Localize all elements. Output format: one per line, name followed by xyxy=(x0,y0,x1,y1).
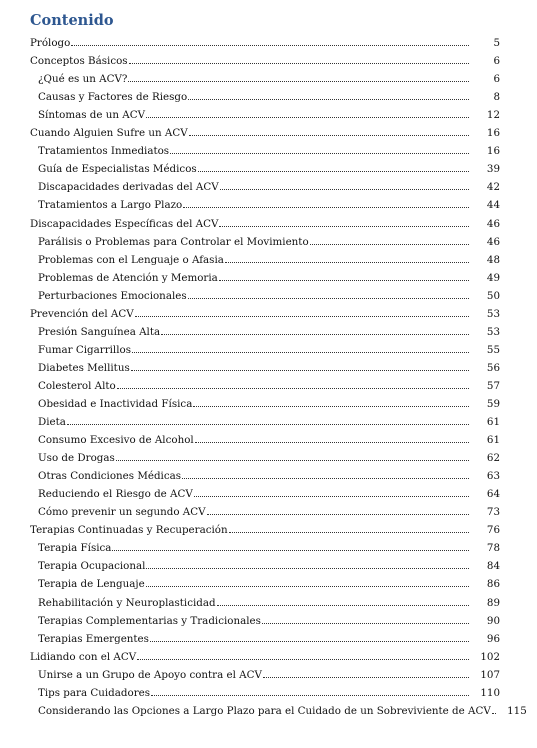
dot-leader xyxy=(220,189,469,190)
toc-entry-title: Discapacidades Específicas del ACV xyxy=(30,217,219,230)
toc-section-entry[interactable] xyxy=(0,520,537,538)
toc-page-number: 42 xyxy=(486,181,500,194)
dot-leader xyxy=(229,532,469,533)
dot-leader xyxy=(188,99,469,100)
toc-page-number: 57 xyxy=(486,379,500,392)
toc-section-entry[interactable] xyxy=(0,647,537,665)
toc-subsection-entry[interactable] xyxy=(0,376,537,394)
toc-page-number: 16 xyxy=(486,127,500,140)
toc-entry-title: Prólogo xyxy=(30,37,71,50)
toc-entry-title: Guía de Especialistas Médicos xyxy=(38,163,197,176)
toc-entry-title: Reduciendo el Riesgo de ACV xyxy=(38,488,193,501)
toc-entry-title: Terapia de Lenguaje xyxy=(38,578,145,591)
dot-leader xyxy=(207,514,469,515)
toc-entry-title: Cuando Alguien Sufre un ACV xyxy=(30,127,188,140)
dot-leader xyxy=(170,153,469,154)
toc-subsection-entry[interactable] xyxy=(0,141,537,159)
toc-page-number: 76 xyxy=(486,524,500,537)
toc-page-number: 46 xyxy=(486,235,500,248)
toc-entry-title: Terapias Continuadas y Recuperación xyxy=(30,524,228,537)
toc-entry-title: ¿Qué es un ACV? xyxy=(38,73,128,86)
toc-page-number: 64 xyxy=(486,488,500,501)
toc-page-number: 16 xyxy=(486,145,500,158)
toc-subsection-entry[interactable] xyxy=(0,412,537,430)
dot-leader xyxy=(263,677,469,678)
toc-subsection-entry[interactable] xyxy=(0,574,537,592)
toc-section-entry[interactable] xyxy=(0,51,537,69)
toc-page-number: 12 xyxy=(486,109,500,122)
toc-entry-title: Perturbaciones Emocionales xyxy=(38,289,187,302)
toc-subsection-entry[interactable] xyxy=(0,177,537,195)
toc-entry-title: Terapia Ocupacional xyxy=(38,560,146,573)
toc-page-number: 46 xyxy=(486,217,500,230)
toc-subsection-entry[interactable] xyxy=(0,322,537,340)
dot-leader xyxy=(146,586,469,587)
dot-leader xyxy=(71,45,469,46)
toc-subsection-entry[interactable] xyxy=(0,159,537,177)
toc-subsection-entry[interactable] xyxy=(0,69,537,87)
toc-entry-title: Unirse a un Grupo de Apoyo contra el ACV xyxy=(38,668,262,681)
toc-subsection-entry[interactable] xyxy=(0,268,537,286)
dot-leader xyxy=(219,226,469,227)
toc-page-number: 6 xyxy=(493,55,500,68)
toc-section-entry[interactable] xyxy=(0,304,537,322)
toc-page-number: 63 xyxy=(486,470,500,483)
dot-leader xyxy=(146,117,469,118)
toc-page-number: 102 xyxy=(480,650,500,663)
toc-subsection-entry[interactable] xyxy=(0,195,537,213)
toc-entry-title: Lidiando con el ACV xyxy=(30,650,137,663)
toc-page-number: 90 xyxy=(486,614,500,627)
dot-leader xyxy=(219,280,469,281)
toc-subsection-entry[interactable] xyxy=(0,232,537,250)
toc-page-number: 55 xyxy=(486,343,500,356)
toc-entry-title: Terapias Complementarias y Tradicionales xyxy=(38,614,261,627)
toc-page-number: 110 xyxy=(480,686,500,699)
toc-page-number: 73 xyxy=(486,506,500,519)
toc-subsection-entry[interactable] xyxy=(0,466,537,484)
toc-page-number: 59 xyxy=(486,397,500,410)
toc-page-number: 86 xyxy=(486,578,500,591)
dot-leader xyxy=(310,244,469,245)
toc-entry-title: Dieta xyxy=(38,416,66,429)
toc-entry-title: Prevención del ACV xyxy=(30,307,134,320)
toc-entry-title: Terapia Física xyxy=(38,542,112,555)
toc-page-number: 39 xyxy=(486,163,500,176)
toc-subsection-entry[interactable] xyxy=(0,629,537,647)
dot-leader xyxy=(135,316,469,317)
toc-subsection-entry[interactable] xyxy=(0,286,537,304)
dot-leader xyxy=(189,135,469,136)
toc-page-number: 53 xyxy=(486,307,500,320)
toc-entry-title: Causas y Factores de Riesgo xyxy=(38,91,188,104)
toc-entry-title: Considerando las Opciones a Largo Plazo para el Cuidado de un Sobreviviente de ACV xyxy=(38,704,491,717)
toc-entry-title: Otras Condiciones Médicas xyxy=(38,470,182,483)
toc-page-number: 50 xyxy=(486,289,500,302)
toc-entry-title: Presión Sanguínea Alta xyxy=(38,325,161,338)
toc-entry-title: Colesterol Alto xyxy=(38,379,116,392)
toc-entry-title: Consumo Excesivo de Alcohol xyxy=(38,434,194,447)
toc-page-number: 84 xyxy=(486,560,500,573)
toc-page-number: 48 xyxy=(486,253,500,266)
toc-entry-title: Uso de Drogas xyxy=(38,452,115,465)
toc-entry-title: Tratamientos a Largo Plazo xyxy=(38,199,183,212)
toc-page-number: 6 xyxy=(493,73,500,86)
dot-leader xyxy=(128,81,469,82)
toc-subsection-entry[interactable] xyxy=(0,611,537,629)
toc-subsection-entry[interactable] xyxy=(0,701,537,719)
toc-subsection-entry[interactable] xyxy=(0,448,537,466)
toc-heading: Contenido xyxy=(30,12,114,29)
dot-leader xyxy=(194,496,469,497)
dot-leader xyxy=(161,334,469,335)
dot-leader xyxy=(198,171,469,172)
toc-subsection-entry[interactable] xyxy=(0,358,537,376)
toc-page-number: 107 xyxy=(480,668,500,681)
dot-leader xyxy=(112,550,469,551)
dot-leader xyxy=(137,659,469,660)
toc-entry-title: Discapacidades derivadas del ACV xyxy=(38,181,219,194)
toc-page-number: 53 xyxy=(486,325,500,338)
toc-entry-title: Conceptos Básicos xyxy=(30,55,128,68)
toc-subsection-entry[interactable] xyxy=(0,484,537,502)
toc-entry-title: Problemas de Atención y Memoria xyxy=(38,271,218,284)
toc-section-entry[interactable] xyxy=(0,213,537,231)
dot-leader xyxy=(225,262,469,263)
dot-leader xyxy=(182,478,469,479)
toc-page-number: 78 xyxy=(486,542,500,555)
toc-subsection-entry[interactable] xyxy=(0,683,537,701)
dot-leader xyxy=(195,442,469,443)
toc-subsection-entry[interactable] xyxy=(0,665,537,683)
toc-page-number: 115 xyxy=(507,704,527,717)
toc-page-number: 61 xyxy=(486,434,500,447)
dot-leader xyxy=(131,370,469,371)
dot-leader xyxy=(116,460,469,461)
toc-entry-title: Problemas con el Lenguaje o Afasia xyxy=(38,253,224,266)
toc-page-number: 49 xyxy=(486,271,500,284)
toc-entry-title: Obesidad e Inactividad Física xyxy=(38,397,193,410)
toc-subsection-entry[interactable] xyxy=(0,556,537,574)
toc-entry-title: Fumar Cigarrillos xyxy=(38,343,131,356)
dot-leader xyxy=(217,605,469,606)
toc-subsection-entry[interactable] xyxy=(0,105,537,123)
toc-page-number: 62 xyxy=(486,452,500,465)
dot-leader xyxy=(188,298,469,299)
dot-leader xyxy=(492,713,496,714)
toc-list xyxy=(0,33,537,719)
toc-subsection-entry[interactable] xyxy=(0,592,537,610)
toc-entry-title: Parálisis o Problemas para Controlar el Movimiento xyxy=(38,235,309,248)
dot-leader xyxy=(132,352,469,353)
toc-entry-title: Tratamientos Inmediatos xyxy=(38,145,170,158)
dot-leader xyxy=(67,424,469,425)
toc-subsection-entry[interactable] xyxy=(0,430,537,448)
toc-section-entry[interactable] xyxy=(0,33,537,51)
toc-entry-title: Síntomas de un ACV xyxy=(38,109,146,122)
dot-leader xyxy=(129,63,469,64)
toc-subsection-entry[interactable] xyxy=(0,87,537,105)
toc-subsection-entry[interactable] xyxy=(0,394,537,412)
toc-entry-title: Diabetes Mellitus xyxy=(38,361,130,374)
toc-page-number: 96 xyxy=(486,632,500,645)
toc-page-number: 56 xyxy=(486,361,500,374)
toc-page-number: 44 xyxy=(486,199,500,212)
dot-leader xyxy=(150,641,469,642)
dot-leader xyxy=(151,695,469,696)
toc-subsection-entry[interactable] xyxy=(0,250,537,268)
toc-page-number: 89 xyxy=(486,596,500,609)
dot-leader xyxy=(262,623,469,624)
toc-page-number: 5 xyxy=(493,37,500,50)
toc-entry-title: Rehabilitación y Neuroplasticidad xyxy=(38,596,216,609)
toc-entry-title: Terapias Emergentes xyxy=(38,632,149,645)
toc-subsection-entry[interactable] xyxy=(0,340,537,358)
toc-subsection-entry[interactable] xyxy=(0,502,537,520)
toc-entry-title: Cómo prevenir un segundo ACV xyxy=(38,506,206,519)
dot-leader xyxy=(183,207,469,208)
dot-leader xyxy=(117,388,469,389)
toc-page-number: 8 xyxy=(493,91,500,104)
toc-section-entry[interactable] xyxy=(0,123,537,141)
dot-leader xyxy=(146,568,469,569)
dot-leader xyxy=(193,406,469,407)
toc-subsection-entry[interactable] xyxy=(0,538,537,556)
toc-page-number: 61 xyxy=(486,416,500,429)
toc-entry-title: Tips para Cuidadores xyxy=(38,686,150,699)
